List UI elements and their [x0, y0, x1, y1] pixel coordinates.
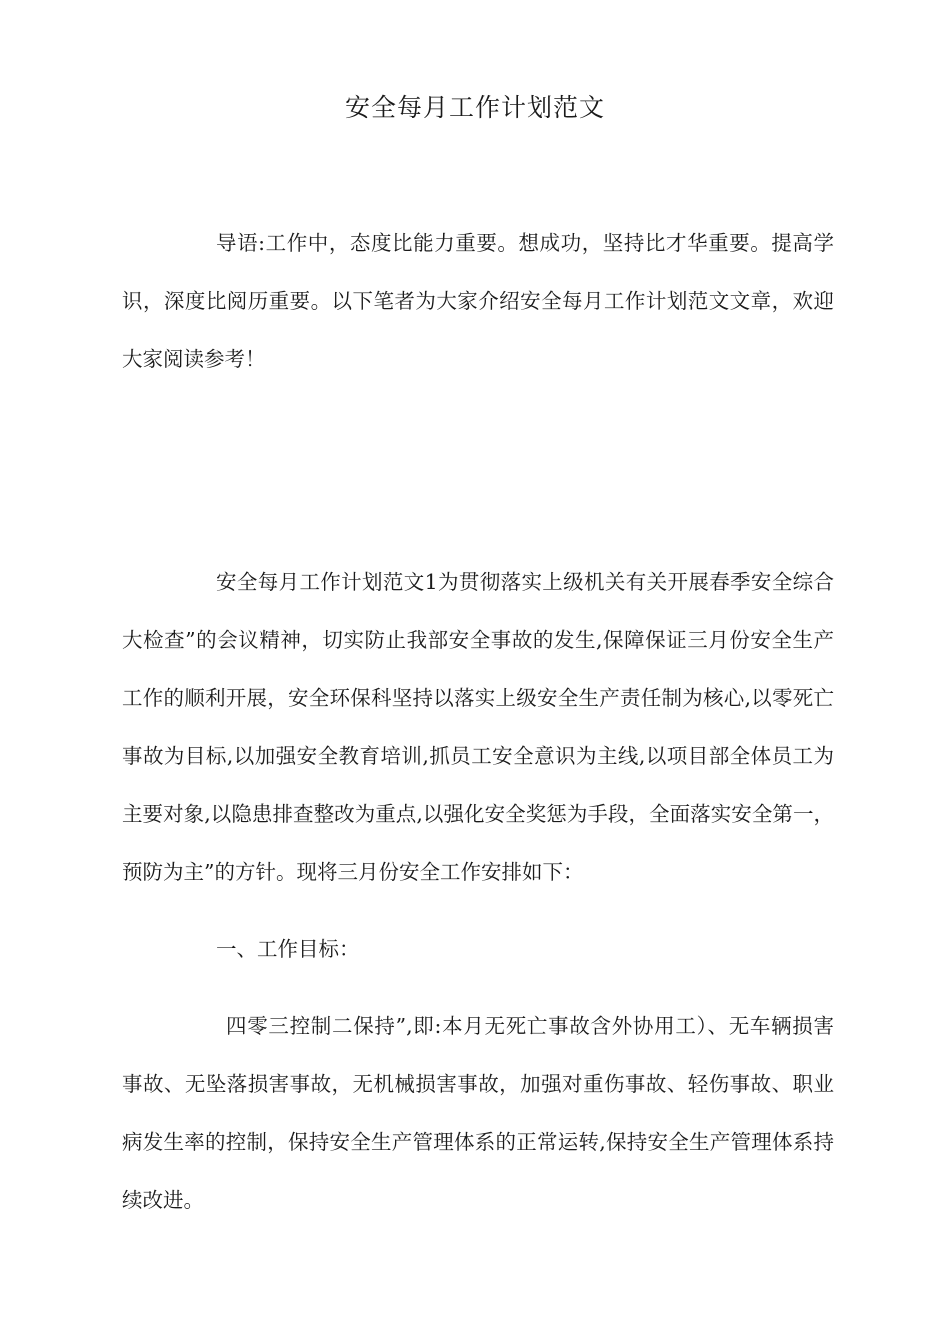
body-paragraph-1: 安全每月工作计划范文1为贯彻落实上级机关有关开展春季安全综合大检查”的会议精神，切实防止我部安全事故的发生,保障保证三月份安全生产工作的顺利开展，安全环保科坚持以落实上级安全生产责任制为核心,以零死亡事故为目标,以加强安全教育培训,抓员工安全意识为主线,以项目部全体员工为主要对象,以隐患排查整改为重点,以强化安全奖惩为手段，全面落实安全第一，预防为主”的方针。现将三月份安全工作安排如下： [122, 570, 834, 884]
goal-paragraph: 四零三控制二保持”,即:本月无死亡事故含外协用工）、无车辆损害事故、无坠落损害事故，无机械损害事故，加强对重伤事故、轻伤事故、职业病发生率的控制，保持安全生产管理体系的正常运转,保持安全生产管理体系持续改进。 [122, 1014, 834, 1212]
document-title: 安全每月工作计划范文 [344, 93, 605, 122]
intro-paragraph: 导语:工作中，态度比能力重要。想成功，坚持比才华重要。提高学识，深度比阅历重要。以下笔者为大家介绍安全每月工作计划范文文章，欢迎大家阅读参考！ [122, 231, 834, 371]
section-heading-work-goals: 一、工作目标： [216, 937, 360, 961]
